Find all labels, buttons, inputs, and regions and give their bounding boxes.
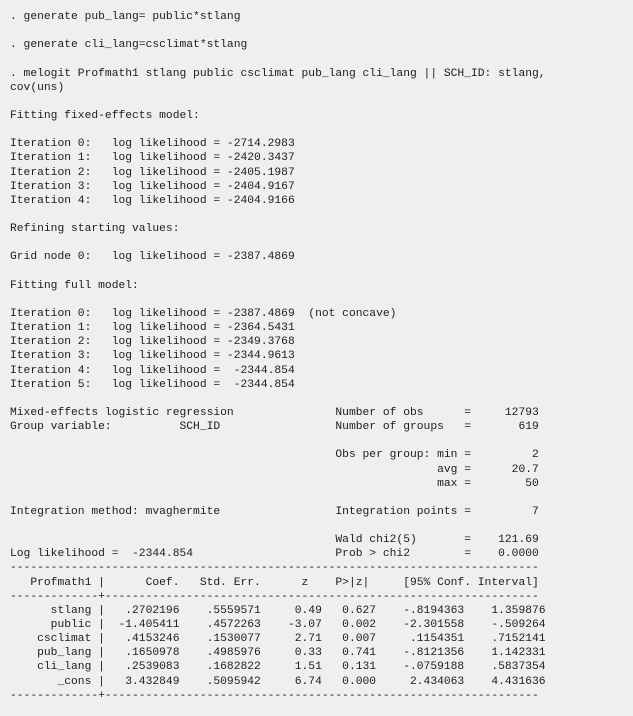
console-line — [10, 52, 633, 66]
console-line — [10, 434, 633, 448]
table-row: csclimat | .4153246 .1530077 2.71 0.007 .1154351 .7152141 — [10, 633, 546, 646]
console-line — [10, 392, 633, 406]
console-line — [10, 24, 633, 38]
console-line — [10, 95, 633, 109]
section-heading: Fitting full model: — [10, 279, 139, 292]
iteration-line: Iteration 1: log likelihood = -2364.5431 — [10, 322, 295, 335]
console-line — [10, 236, 633, 250]
console-line — [10, 123, 633, 137]
table-header: Profmath1 | Coef. Std. Err. z P>|z| [95% Conf. Interval] — [10, 576, 539, 589]
model-summary-line: Wald chi2(5) = 121.69 — [10, 534, 539, 547]
section-heading: Refining starting values: — [10, 223, 180, 236]
iteration-line: Iteration 0: log likelihood = -2714.2983 — [10, 138, 295, 151]
model-summary-line: Group variable: SCH_ID Number of groups = 619 — [10, 421, 539, 434]
iteration-line: Iteration 3: log likelihood = -2404.9167 — [10, 180, 295, 193]
model-summary-line: avg = 20.7 — [10, 463, 539, 476]
console-line — [10, 293, 633, 307]
iteration-line: Iteration 4: log likelihood = -2344.854 — [10, 364, 295, 377]
command-line: . melogit Profmath1 stlang public csclimat pub_lang cli_lang || SCH_ID: stlang, — [10, 67, 546, 80]
model-summary-line: Mixed-effects logistic regression Number of obs = 12793 — [10, 406, 539, 419]
console-line: . generate pub_lang= public*stlang — [10, 11, 241, 23]
console-line — [10, 208, 633, 222]
model-summary-line: max = 50 — [10, 477, 539, 490]
iteration-line: Grid node 0: log likelihood = -2387.4869 — [10, 251, 295, 264]
table-row: stlang | .2702196 .5559571 0.49 0.627 -.8194363 1.359876 — [10, 604, 546, 617]
iteration-line: Iteration 1: log likelihood = -2420.3437 — [10, 152, 295, 165]
model-summary-line: Integration method: mvaghermite Integration points = 7 — [10, 505, 539, 518]
console-line: . generate cli_lang=csclimat*stlang — [10, 39, 248, 52]
table-row: pub_lang | .1650978 .4985976 0.33 0.741 -.8121356 1.142331 — [10, 647, 546, 660]
iteration-line: Iteration 2: log likelihood = -2349.3768 — [10, 336, 295, 349]
iteration-line: Iteration 2: log likelihood = -2405.1987 — [10, 166, 295, 179]
command-line: cov(uns) — [10, 81, 65, 94]
table-rule: -------------+---------------------------------------------------------------- — [10, 689, 539, 702]
section-heading: Fitting fixed-effects model: — [10, 109, 200, 122]
iteration-line: Iteration 3: log likelihood = -2344.9613 — [10, 350, 295, 363]
table-rule: -------------+---------------------------------------------------------------- — [10, 590, 539, 603]
iteration-line: Iteration 4: log likelihood = -2404.9166 — [10, 194, 295, 207]
table-row: _cons | 3.432849 .5095942 6.74 0.000 2.434063 4.431636 — [10, 675, 546, 688]
console-line — [10, 491, 633, 505]
table-row: public | -1.405411 .4572263 -3.07 0.002 -2.301558 -.509264 — [10, 619, 546, 632]
iteration-line: Iteration 5: log likelihood = -2344.854 — [10, 378, 295, 391]
model-summary-line: Log likelihood = -2344.854 Prob > chi2 = 0.0000 — [10, 548, 539, 561]
console-line — [10, 519, 633, 533]
table-row: cli_lang | .2539083 .1682822 1.51 0.131 -.0759188 .5837354 — [10, 661, 546, 674]
model-summary-line: Obs per group: min = 2 — [10, 449, 539, 462]
console-line — [10, 265, 633, 279]
iteration-line: Iteration 0: log likelihood = -2387.4869 (not concave) — [10, 307, 397, 320]
table-rule: ------------------------------------------------------------------------------ — [10, 562, 539, 575]
